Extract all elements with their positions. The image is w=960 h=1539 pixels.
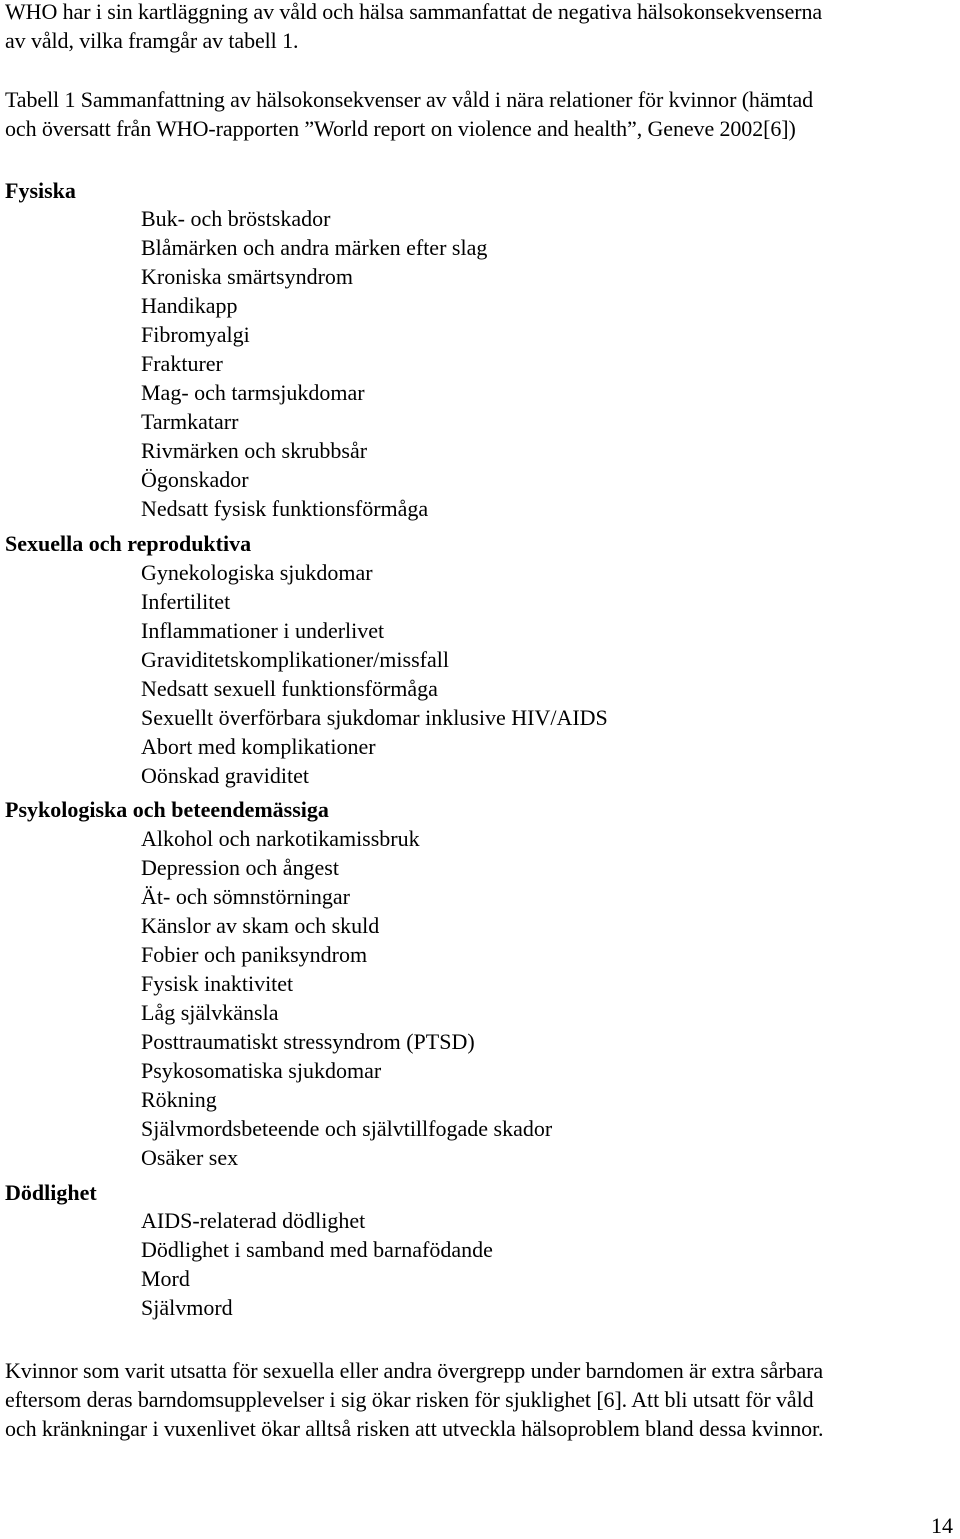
section-items-fysiska [141,204,487,523]
caption-line-1: Tabell 1 Sammanfattning av hälsokonsekvenser av våld i nära relationer för kvinnor (hämtad [5,87,814,112]
list-item: Dödlighet i samband med barnafödande [141,1237,493,1262]
list-item: Abort med komplikationer [141,734,376,759]
section-heading-psykologiska: Psykologiska och beteendemässiga [5,797,329,822]
list-item: Fibromyalgi [141,322,250,347]
list-item: Osäker sex [141,1145,239,1170]
list-item: Psykosomatiska sjukdomar [141,1058,382,1083]
list-item: Alkohol och narkotikamissbruk [141,826,420,851]
list-item: Blåmärken och andra märken efter slag [141,235,488,260]
list-item: Tarmkatarr [141,409,239,434]
list-item: Mord [141,1266,190,1291]
list-item: Ögonskador [141,467,249,492]
list-item: Nedsatt sexuell funktionsförmåga [141,676,438,701]
outro-line-2: eftersom deras barndomsupplevelser i sig ökar risken för sjuklighet [6]. Att bli utsatt för våld [5,1387,814,1412]
section-items-psykologiska [141,824,552,1172]
list-item: Ät- och sömnstörningar [141,884,350,909]
list-item: Oönskad graviditet [141,763,310,788]
list-item: Rivmärken och skrubbsår [141,438,368,463]
list-item: Depression och ångest [141,855,339,880]
list-item: Inflammationer i underlivet [141,618,385,643]
list-item: Fysisk inaktivitet [141,971,294,996]
list-item: Kroniska smärtsyndrom [141,264,354,289]
list-item: Handikapp [141,293,238,318]
section-items-dodlighet [141,1206,493,1322]
list-item: Fobier och paniksyndrom [141,942,368,967]
list-item: Graviditetskomplikationer/missfall [141,647,449,672]
section-heading-fysiska: Fysiska [5,178,76,203]
list-item: Nedsatt fysisk funktionsförmåga [141,496,429,521]
outro-line-3: och kränkningar i vuxenlivet ökar alltså risken att utveckla hälsoproblem bland dessa kvinnor. [5,1416,824,1441]
list-item: Rökning [141,1087,217,1112]
outro-line-1: Kvinnor som varit utsatta för sexuella eller andra övergrepp under barndomen är extra sårbara [5,1358,824,1383]
list-item: AIDS-relaterad dödlighet [141,1208,366,1233]
list-item: Känslor av skam och skuld [141,913,380,938]
intro-line-2: av våld, vilka framgår av tabell 1. [5,28,299,53]
list-item: Buk- och bröstskador [141,206,331,231]
list-item: Posttraumatiskt stressyndrom (PTSD) [141,1029,475,1054]
page-number: 14 [931,1513,953,1538]
list-item: Självmord [141,1295,233,1320]
list-item: Frakturer [141,351,223,376]
section-heading-dodlighet: Dödlighet [5,1180,97,1205]
section-items-sexuella [141,558,608,790]
list-item: Gynekologiska sjukdomar [141,560,373,585]
caption-line-2: och översatt från WHO-rapporten ”World report on violence and health”, Geneve 2002[6]) [5,116,796,141]
section-heading-sexuella: Sexuella och reproduktiva [5,531,252,556]
list-item: Självmordsbeteende och självtillfogade skador [141,1116,553,1141]
intro-line-1: WHO har i sin kartläggning av våld och hälsa sammanfattat de negativa hälsokonsekvenserna [5,0,823,24]
list-item: Infertilitet [141,589,231,614]
list-item: Mag- och tarmsjukdomar [141,380,365,405]
list-item: Sexuellt överförbara sjukdomar inklusive HIV/AIDS [141,705,608,730]
list-item: Låg självkänsla [141,1000,279,1025]
